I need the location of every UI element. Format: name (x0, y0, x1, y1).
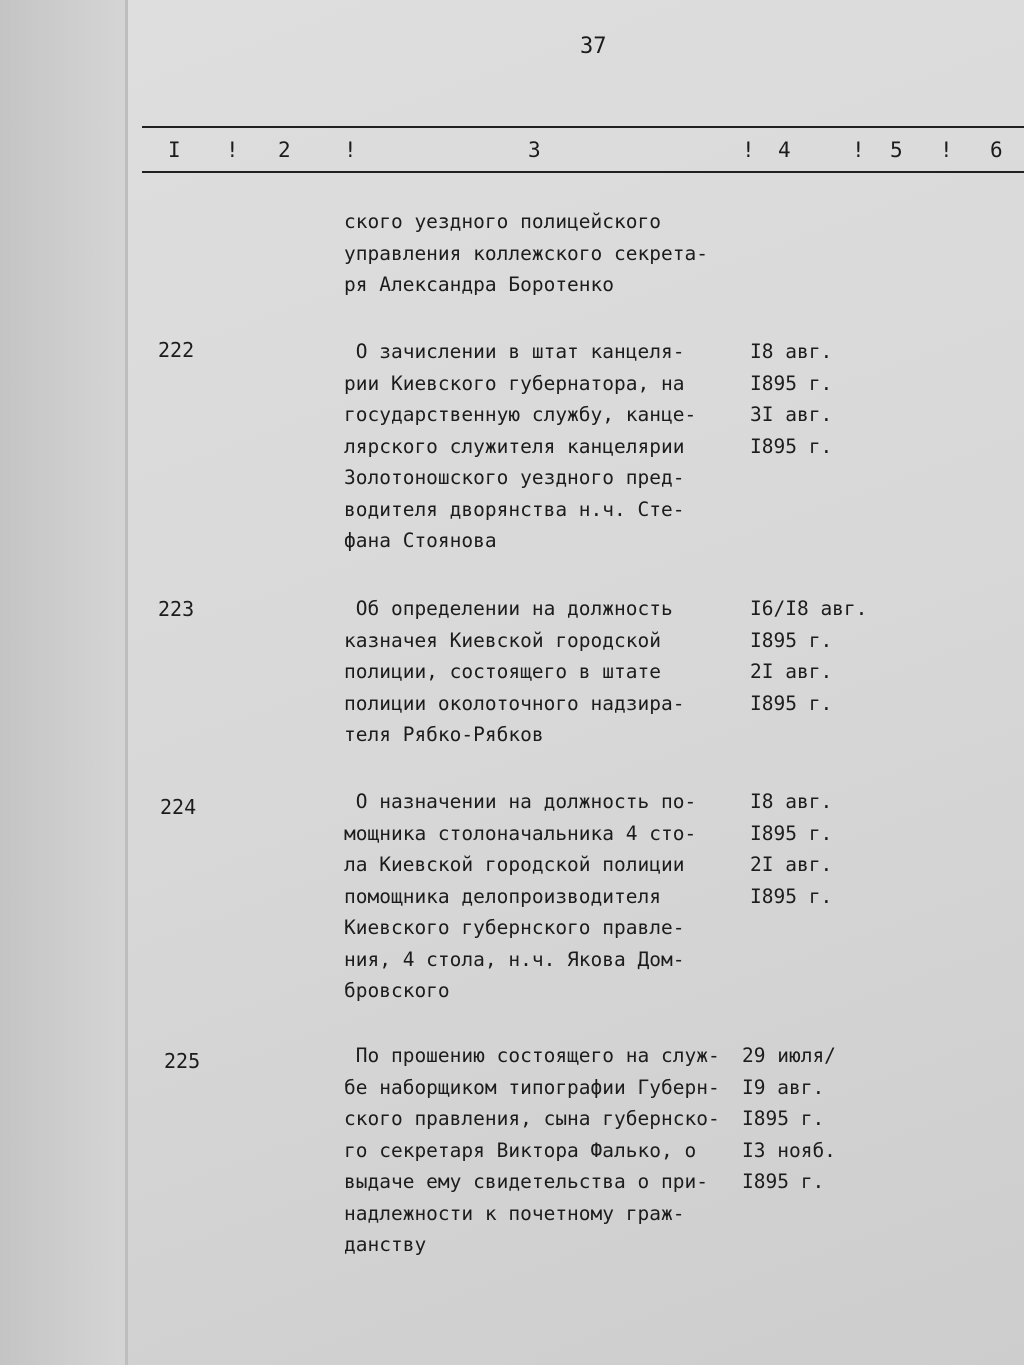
entry-description: ского уездного полицейского управления коллежского секрета- ря Александра Боротенко (344, 210, 708, 296)
column-3-heading: 3 (528, 138, 541, 162)
entry-dates: I8 авг. I895 г. 3I авг. I895 г. (750, 340, 833, 458)
entry-description: Об определении на должность казначея Киевской городской полиции, состоящего в штате полиции околоточного надзира- теля Рябко-Рябков (344, 597, 685, 746)
column-separator: ! (940, 138, 953, 162)
column-6-heading: 6 (990, 138, 1003, 162)
header-rule-top (142, 126, 1024, 128)
entry-dates: 29 июля/ I9 авг. I895 г. I3 нояб. I895 г. (742, 1044, 836, 1193)
entry-number: 224 (160, 795, 197, 819)
entry-description: О зачислении в штат канцеля- рии Киевского губернатора, на государственную службу, канце- лярского служителя канцелярии Золотоношского уездного пред- водителя дворянства н.ч. Сте- фана Стоянова (344, 340, 697, 552)
entry-number: 225 (164, 1049, 201, 1073)
column-1-heading: I (168, 138, 181, 162)
entry-number: 222 (158, 338, 195, 362)
column-separator: ! (742, 138, 755, 162)
entry-number: 223 (158, 597, 195, 621)
column-separator: ! (226, 138, 239, 162)
column-separator: ! (344, 138, 357, 162)
entry-dates: I8 авг. I895 г. 2I авг. I895 г. (750, 790, 833, 908)
column-5-heading: 5 (890, 138, 903, 162)
left-page-edge (0, 0, 135, 1365)
column-4-heading: 4 (778, 138, 791, 162)
page-number: 37 (580, 34, 607, 59)
entry-description: О назначении на должность по- мощника столоначальника 4 сто- ла Киевской городской полиции помощника делопроизводителя Киевского губернского правле- ния, 4 стола, н.ч. Якова Дом- бровского (344, 790, 697, 1002)
column-separator: ! (852, 138, 865, 162)
column-2-heading: 2 (278, 138, 291, 162)
entry-dates: I6/I8 авг. I895 г. 2I авг. I895 г. (750, 597, 868, 715)
header-rule-bottom (142, 171, 1024, 173)
entry-description: По прошению состоящего на служ- бе наборщиком типографии Губерн- ского правления, сына губернско- го секретаря Виктора Фалько, о выдаче ему свидетельства о при- надлежности к почетному граж- данству (344, 1044, 720, 1256)
